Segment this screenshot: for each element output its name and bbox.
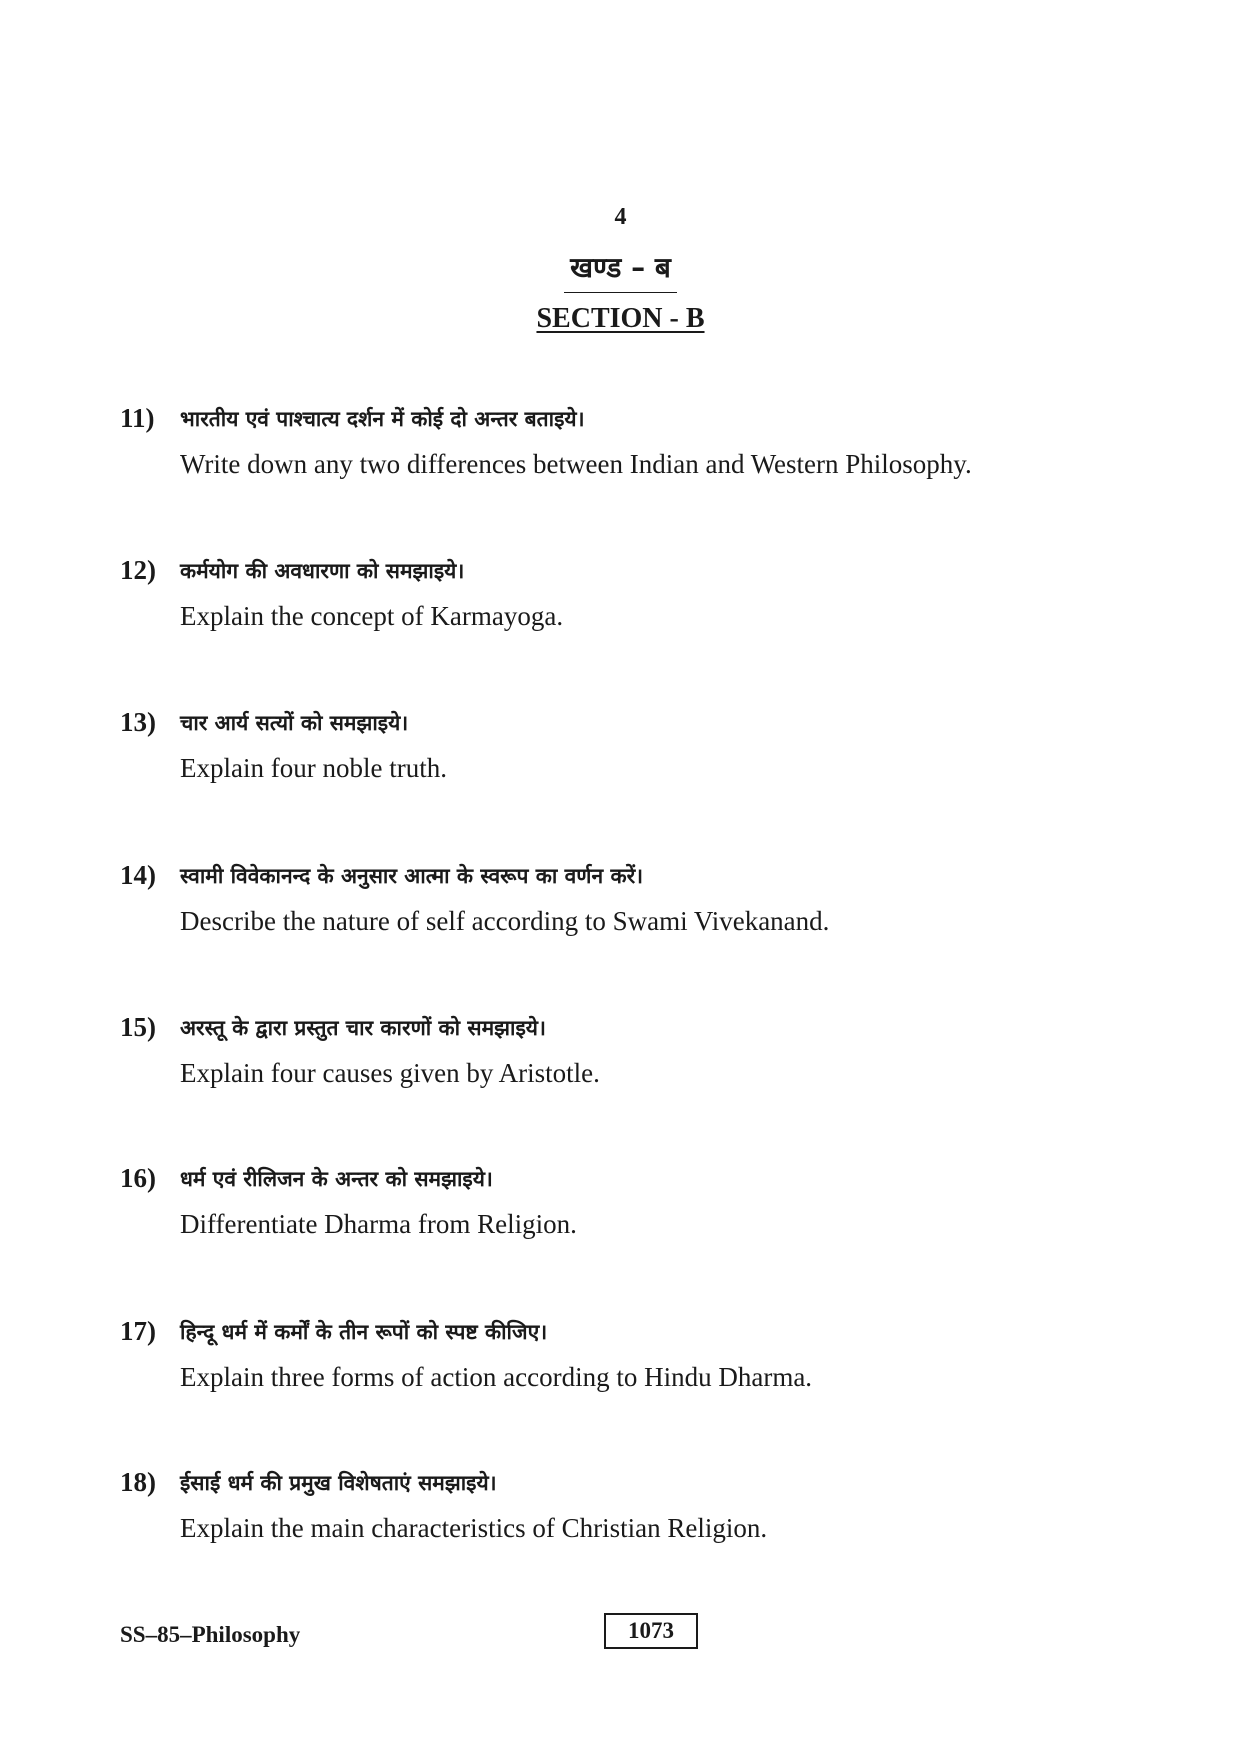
question-number: 15) bbox=[120, 1012, 156, 1042]
question-hindi-text: भारतीय एवं पाश्चात्य दर्शन में कोई दो अन्तर बताइये। bbox=[180, 407, 585, 431]
question-hindi-text: स्वामी विवेकानन्द के अनुसार आत्मा के स्वरूप का वर्णन करें। bbox=[180, 864, 644, 888]
question-english-text: Explain three forms of action according to Hindu Dharma. bbox=[180, 1362, 813, 1392]
paper-code: SS–85–Philosophy bbox=[120, 1622, 301, 1647]
question-number: 11) bbox=[120, 403, 155, 433]
question-number: 17) bbox=[120, 1316, 156, 1346]
question-hindi-text: अरस्तू के द्वारा प्रस्तुत चार कारणों को समझाइये। bbox=[180, 1016, 546, 1040]
page-number: 4 bbox=[614, 204, 627, 230]
question-number: 14) bbox=[120, 860, 156, 890]
question-hindi-text: हिन्दू धर्म में कर्मों के तीन रूपों को स्पष्ट कीजिए। bbox=[180, 1320, 548, 1344]
question-number: 18) bbox=[120, 1467, 156, 1497]
question-number: 16) bbox=[120, 1163, 156, 1193]
question-english-text: Differentiate Dharma from Religion. bbox=[180, 1209, 577, 1239]
question-number: 13) bbox=[120, 707, 156, 737]
question-english-text: Explain four causes given by Aristotle. bbox=[180, 1058, 600, 1088]
hindi-section-label: खण्ड – ब bbox=[564, 248, 677, 293]
question-hindi-text: ईसाई धर्म की प्रमुख विशेषताएं समझाइये। bbox=[180, 1471, 497, 1495]
boxed-page-code: 1073 bbox=[604, 1613, 698, 1649]
question-english-text: Write down any two differences between Indian and Western Philosophy. bbox=[180, 449, 972, 479]
question-english-text: Explain the main characteristics of Christian Religion. bbox=[180, 1513, 768, 1543]
question-english-text: Describe the nature of self according to Swami Vivekanand. bbox=[180, 906, 830, 936]
question-hindi-text: चार आर्य सत्यों को समझाइये। bbox=[180, 711, 409, 735]
question-english-text: Explain four noble truth. bbox=[180, 753, 447, 783]
question-number: 12) bbox=[120, 555, 156, 585]
hindi-section-heading bbox=[0, 248, 1241, 293]
section-title: SECTION - B bbox=[536, 303, 705, 334]
question-english-text: Explain the concept of Karmayoga. bbox=[180, 601, 564, 631]
question-hindi-text: धर्म एवं रीलिजन के अन्तर को समझाइये। bbox=[180, 1167, 493, 1191]
question-hindi-text: कर्मयोग की अवधारणा को समझाइये। bbox=[180, 559, 465, 583]
